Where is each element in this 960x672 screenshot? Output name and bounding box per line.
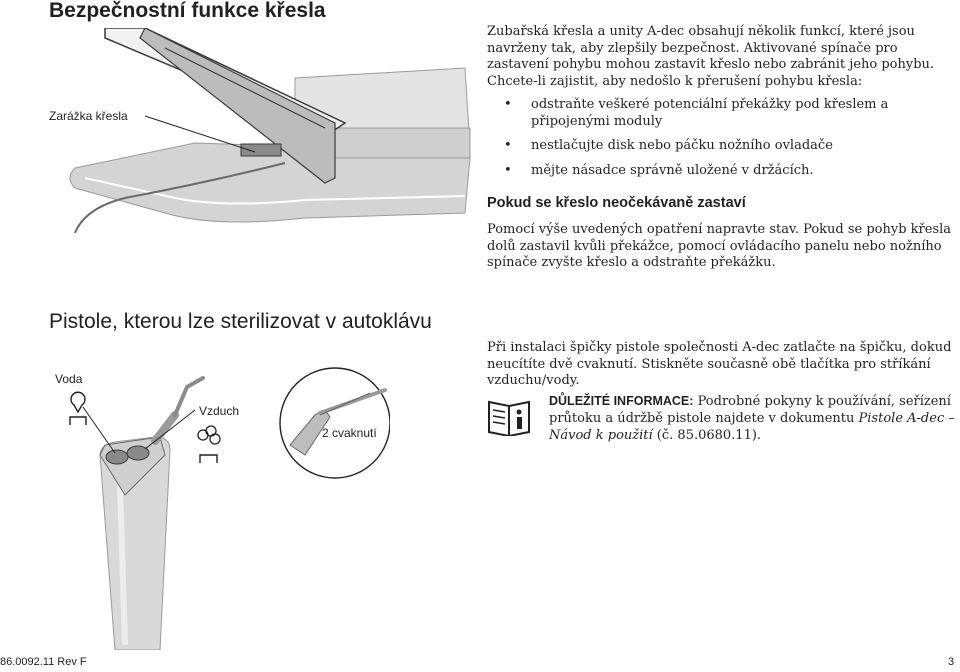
air-label: Vzduch [199,404,240,418]
syringe-illustration [45,345,390,650]
section-title-syringe: Pistole, kterou lze sterilizovat v autoklávu [49,310,432,333]
bullet-glyph: • [504,97,512,112]
document-number: 86.0092.11 Rev F [0,656,87,668]
unexpected-stop-heading: Pokud se křeslo neočekávaně zastaví [487,195,746,211]
chair-stop-illustration [45,28,473,233]
list-item [487,163,957,180]
important-info-box [487,393,957,447]
syringe-install-text: Při instalaci špičky pistole společnosti A-dec zatlačte na špičku, dokud neucítíte dvě cvaknutí. Stiskněte současně obě tlačítka pro stříkání vzduchu/vody. [487,340,952,388]
info-text-part: Podrobné pokyny k používání, seřízení průtoku a údržbě pistole najdete v dokumentu [549,394,951,426]
info-text-part: (č. 85.0680.11). [652,428,762,443]
bullet-glyph: • [504,162,512,178]
chair-safety-intro: Zubařská křesla a unity A-dec obsahují několik funkcí, které jsou navrženy tak, aby zlepšily bezpečnost. Aktivované spínače pro zastavení pohybu mohou zastavit křeslo nebo zabránit jeho pohybu. Chcete-li zajistit, aby nedošlo k přerušení pohybu křesla: [487,24,935,89]
important-info-text [549,393,957,444]
referenced-document-title: Pistole A-dec – Návod k použití [549,411,955,443]
unexpected-stop-text: Pomocí výše uvedených opatření napravte stav. Pokud se pohyb křesla dolů zastavil kvůli překážce, pomocí ovládacího panelu nebo nožního spínače zvyšte křeslo a odstraňte překážku. [487,222,952,270]
chair-precautions-list [487,97,957,187]
water-label: Voda [55,372,83,386]
bullet-text: odstraňte veškeré potenciální překážky pod křeslem a připojenými moduly [531,97,889,129]
bullet-text: mějte násadce správně uložené v držácích. [531,162,814,178]
clicks-label: 2 cvaknutí [322,426,377,440]
book-info-icon [487,398,531,436]
bullet-text: nestlačujte disk nebo páčku nožního ovladače [531,138,833,153]
list-item [487,138,957,155]
page-number: 3 [948,656,955,668]
chair-stop-label: Zarážka křesla [49,109,128,123]
list-item [487,97,957,130]
bullet-glyph: • [504,138,512,153]
section-title-chair-safety: Bezpečnostní funkce křesla [49,0,326,22]
important-info-label: DŮLEŽITÉ INFORMACE: [549,394,694,408]
